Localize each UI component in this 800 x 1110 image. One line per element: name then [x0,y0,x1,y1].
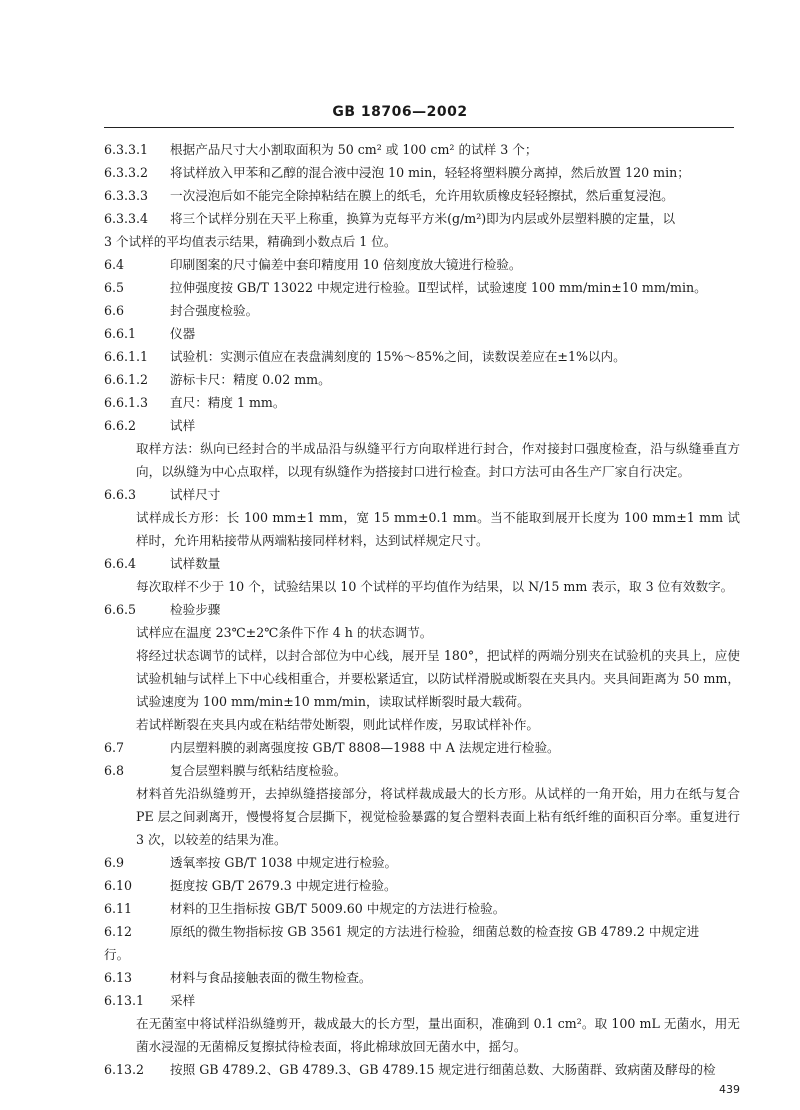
clause-text: 封合强度检验。 [170,303,259,318]
clause-text: 根据产品尺寸大小割取面积为 50 cm² 或 100 cm² 的试样 3 个； [170,142,538,157]
paragraph: 试样成长方形：长 100 mm±1 mm，宽 15 mm±0.1 mm。当不能取到展开长度为 100 mm±1 mm 试样时，允许用粘接带从两端粘接同样材料，达到试样规定尺寸。 [136,510,740,548]
clause-number: 6.6.1.3 [104,395,149,410]
document-header: GB 18706—2002 [332,104,468,120]
clause-number: 6.3.3.3 [104,188,149,203]
clause-text: 仪器 [170,326,196,341]
clause-number: 6.6.2 [104,418,137,433]
clause-text: 试样尺寸 [170,487,221,502]
clause-line [104,598,740,621]
clause-text: 复合层塑料膜与纸粘结度检验。 [170,763,347,778]
clause-text: 内层塑料膜的剥离强度按 GB/T 8808—1988 中 A 法规定进行检验。 [170,740,560,755]
clause-line [104,161,740,184]
clause-text: 游标卡尺：精度 0.02 mm。 [170,372,331,387]
clause-text: 试样数量 [170,556,221,571]
paragraph: 每次取样不少于 10 个，试验结果以 10 个试样的平均值作为结果，以 N/15 mm 表示，取 3 位有效数字。 [136,579,734,594]
clause-text: 检验步骤 [170,602,221,617]
clause-number: 6.7 [104,740,125,755]
paragraph: 将经过状态调节的试样，以封合部位为中心线，展开呈 180°，把试样的两端分别夹在试验机的夹具上，应使试验机轴与试样上下中心线相重合，并要松紧适宜，以防试样滑脱或断裂在夹具内。夹具间距离为 50 mm，试验速度为 100 mm/min±10 mm/min，读取试样断裂时最大载荷。 [136,648,740,709]
clause-line [104,989,740,1012]
clause-number: 6.13 [104,970,133,985]
clause-number: 6.3.3.2 [104,165,149,180]
clause-text: 透氧率按 GB/T 1038 中规定进行检验。 [170,855,398,870]
clause-number: 6.3.3.4 [104,211,149,226]
clause-text: 直尺：精度 1 mm。 [170,395,286,410]
clause-line [104,552,740,575]
paragraph: 材料首先沿纵缝剪开，去掉纵缝搭接部分，将试样裁成最大的长方形。从试样的一角开始，用力在纸与复合 PE 层之间剥离开，慢慢将复合层撕下，视觉检验暴露的复合塑料表面上粘有纸纤维的面积百分率。重复进行 3 次，以较差的结果为准。 [136,786,740,847]
paragraph: 取样方法：纵向已经封合的半成品沿与纵缝平行方向取样进行封合，作对接封口强度检查，沿与纵缝垂直方向，以纵缝为中心点取样，以现有纵缝作为搭接封口进行检查。封口方法可由各生产厂家自行决定。 [136,441,740,479]
clause-text: 材料的卫生指标按 GB/T 5009.60 中规定的方法进行检验。 [170,901,506,916]
clause-line [104,966,740,989]
paragraph: 在无菌室中将试样沿纵缝剪开，裁成最大的长方型，量出面积，准确到 0.1 cm²。取 100 mL 无菌水，用无菌水浸湿的无菌棉反复擦拭待检表面，将此棉球放回无菌水中，摇匀。 [136,1016,740,1054]
clause-line [104,253,740,276]
clause-number: 6.4 [104,257,125,272]
clause-text: 试验机：实测示值应在表盘满刻度的 15%～85%之间，读数误差应在±1%以内。 [170,349,626,364]
clause-line [104,897,740,920]
clause-number: 6.3.3.1 [104,142,149,157]
clause-number: 6.6.4 [104,556,137,571]
clause-text: 一次浸泡后如不能完全除掉粘结在膜上的纸毛，允许用软质橡皮轻轻擦拭，然后重复浸泡。 [170,188,674,203]
clause-line [104,207,740,230]
clause-line [104,1058,740,1081]
clause-number: 6.13.2 [104,1062,145,1077]
clause-number: 6.6.1.1 [104,349,149,364]
clause-line [104,138,740,161]
page-number: 439 [719,1083,740,1096]
clause-number: 6.9 [104,855,125,870]
clause-text: 印刷图案的尺寸偏差中套印精度用 10 倍刻度放大镜进行检验。 [170,257,522,272]
clause-number: 6.6 [104,303,125,318]
paragraph: 试样应在温度 23℃±2℃条件下作 4 h 的状态调节。 [136,625,433,640]
clause-line [104,368,740,391]
clause-line [104,483,740,506]
clause-text: 将三个试样分别在天平上称重，换算为克每平方米(g/m²)即为内层或外层塑料膜的定量，以 [170,211,676,226]
clause-line [104,184,740,207]
clause-text: 原纸的微生物指标按 GB 3561 规定的方法进行检验，细菌总数的检查按 GB 4789.2 中规定进 [170,924,700,939]
clause-line [104,736,740,759]
clause-number: 6.6.5 [104,602,137,617]
clause-line [104,759,740,782]
clause-number: 6.6.1 [104,326,137,341]
clause-text: 按照 GB 4789.2、GB 4789.3、GB 4789.15 规定进行细菌总数、大肠菌群、致病菌及酵母的检 [170,1062,716,1077]
clause-number: 6.11 [104,901,133,916]
clause-text: 将试样放入甲苯和乙醇的混合液中浸泡 10 min，轻轻将塑料膜分离掉，然后放置 120 min； [170,165,690,180]
clause-number: 6.5 [104,280,125,295]
clause-text: 采样 [170,993,196,1008]
clause-number: 6.13.1 [104,993,145,1008]
clause-text: 挺度按 GB/T 2679.3 中规定进行检验。 [170,878,397,893]
clause-continuation: 行。 [104,947,130,962]
clause-line [104,414,740,437]
clause-number: 6.6.1.2 [104,372,149,387]
clause-line [104,345,740,368]
clause-text: 材料与食品接触表面的微生物检查。 [170,970,372,985]
clause-text: 试样 [170,418,196,433]
clause-line [104,851,740,874]
clause-continuation: 3 个试样的平均值表示结果，精确到小数点后 1 位。 [104,234,397,249]
clause-number: 6.10 [104,878,133,893]
paragraph: 若试样断裂在夹具内或在粘结带处断裂，则此试样作废，另取试样补作。 [136,717,539,732]
header-rule [104,127,734,128]
clause-line [104,299,740,322]
clause-number: 6.8 [104,763,125,778]
clause-text: 拉伸强度按 GB/T 13022 中规定进行检验。Ⅱ型试样，试验速度 100 mm/min±10 mm/min。 [170,280,707,295]
clause-number: 6.12 [104,924,133,939]
clause-line [104,276,740,299]
document-body [104,138,740,1081]
clause-line [104,874,740,897]
clause-line [104,391,740,414]
clause-line [104,322,740,345]
clause-line [104,920,740,943]
clause-number: 6.6.3 [104,487,137,502]
